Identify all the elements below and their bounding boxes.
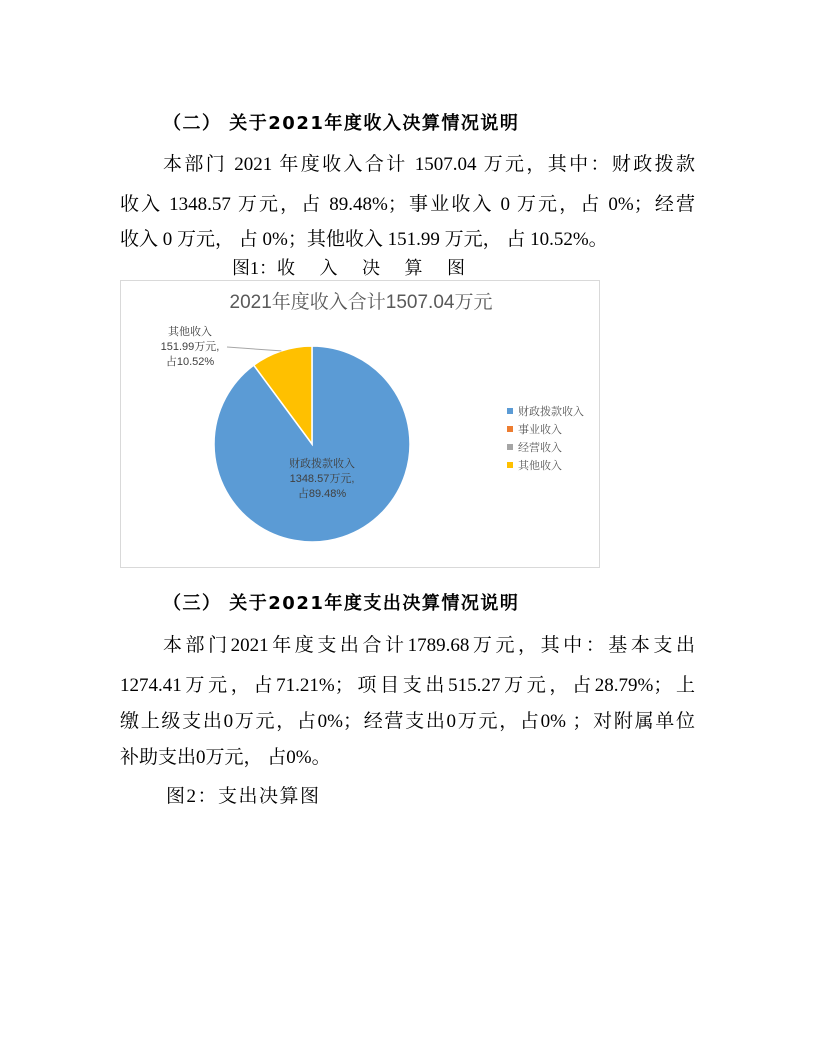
figure-caption-income: 图1：收 入 决 算 图 [232, 258, 465, 278]
data-label-line: 占10.52% [165, 356, 215, 368]
data-label-line: 其他收入 [168, 326, 212, 338]
income-pie-svg [121, 281, 599, 567]
paragraph-line: 本部门2021年度支出合计1789.68万元，其中：基本支出 [163, 635, 695, 656]
section-heading-income: （二） 关于2021年度收入决算情况说明 [163, 113, 520, 134]
legend-label: 其他收入 [518, 460, 562, 472]
chart-title: 2021年度收入合计1507.04万元 [229, 292, 493, 313]
pie-slices [214, 346, 410, 542]
chart-legend [507, 404, 584, 472]
data-label-line: 1348.57万元, [289, 473, 355, 485]
leader-line [227, 347, 281, 351]
data-label-line: 占89.48% [297, 488, 347, 500]
data-label-fiscal-appropriation-income [289, 456, 355, 500]
legend-label: 事业收入 [518, 424, 562, 436]
figure-caption-expenditure: 图2：支出决算图 [166, 786, 321, 807]
paragraph-line: 1274.41万元，占71.21%；项目支出515.27万元，占28.79%；上 [120, 675, 695, 696]
legend-swatch [507, 408, 513, 414]
legend-swatch [507, 426, 513, 432]
paragraph-line: 本部门 2021 年度收入合计 1507.04 万元，其中：财政拨款 [163, 154, 695, 175]
legend-item-other-income [507, 458, 562, 472]
data-label-line: 财政拨款收入 [289, 458, 355, 470]
legend-item-fiscal-appropriation-income [507, 404, 584, 418]
legend-swatch [507, 444, 513, 450]
legend-label: 经营收入 [518, 442, 562, 454]
income-pie-chart [120, 280, 600, 568]
paragraph-line: 收入 0 万元， 占 0%；其他收入 151.99 万元， 占 10.52%。 [120, 229, 608, 250]
section-heading-expenditure: （三） 关于2021年度支出决算情况说明 [163, 593, 520, 614]
paragraph-line: 补助支出0万元， 占0%。 [120, 747, 331, 768]
legend-item-business-income [507, 422, 562, 436]
legend-label: 财政拨款收入 [518, 406, 584, 418]
paragraph-line: 缴上级支出0万元，占0%；经营支出0万元，占0% ；对附属单位 [120, 711, 695, 732]
paragraph-line: 收入 1348.57 万元，占 89.48%；事业收入 0 万元，占 0%；经营 [120, 194, 695, 215]
legend-item-operating-income [507, 440, 562, 454]
legend-swatch [507, 462, 513, 468]
data-label-line: 151.99万元, [160, 341, 220, 353]
